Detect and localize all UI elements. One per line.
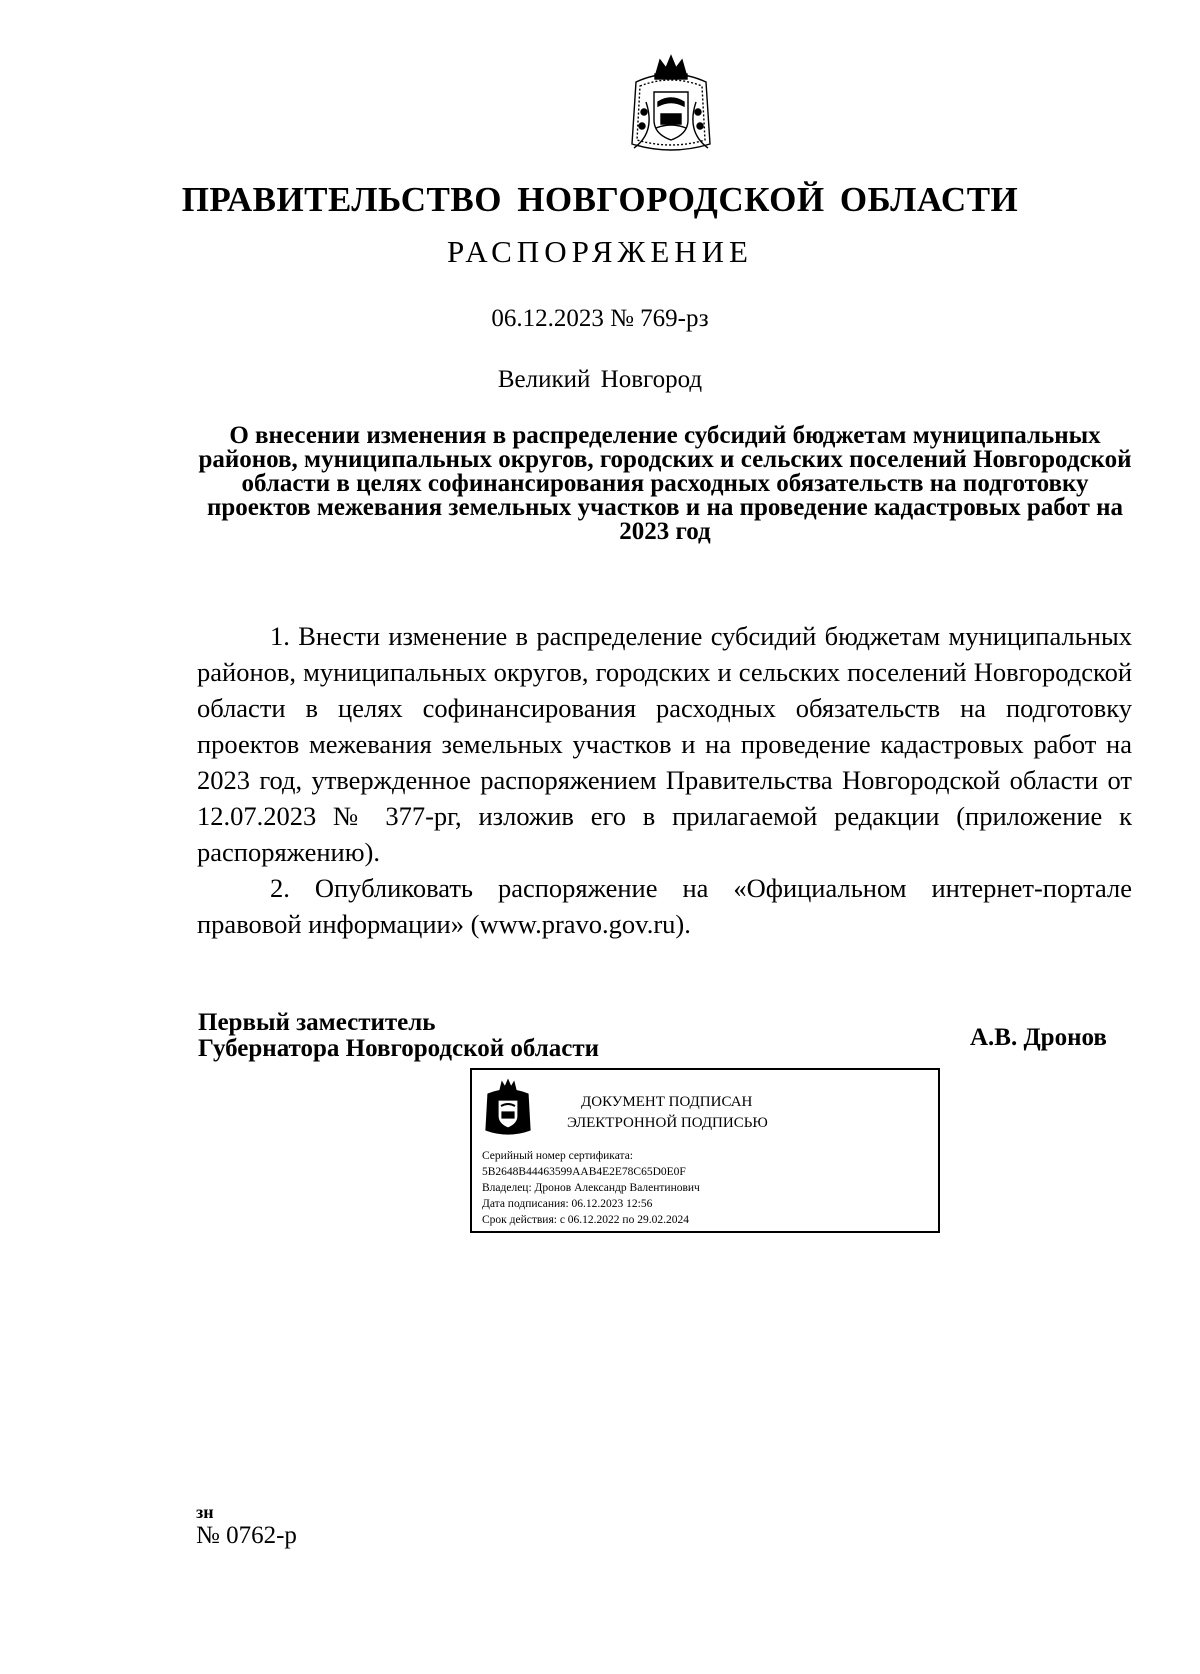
signing-date: Дата подписания: 06.12.2023 12:56 — [482, 1198, 653, 1210]
paragraph-1: 1. Внести изменение в распределение субсидий бюджетам муниципальных районов, муниципальных округов, городских и сельских поселений Новгородской области в целях софинансирования расходных обязательств на подготовку проектов межевания земельных участков и на проведение кадастровых работ на 2023 год, утвержденное распоряжением Правительства Новгородской области от 12.07.2023 № 377-рг, изложив его в прилагаемой редакции (приложение к распоряжению). — [197, 621, 1132, 867]
government-title: ПРАВИТЕЛЬСТВО НОВГОРОДСКОЙ ОБЛАСТИ — [181, 180, 1019, 219]
document-place: Великий Новгород — [497, 366, 703, 393]
document-number: 06.12.2023 № 769-рз — [491, 305, 709, 332]
document-body — [197, 618, 1132, 942]
e-signature-details — [482, 1148, 700, 1228]
novgorod-coat-of-arms-icon — [482, 1078, 534, 1136]
signatory-position-line-2: Губернатора Новгородской области — [198, 1035, 600, 1062]
signatory-position — [198, 1010, 599, 1062]
certificate-serial-value: 5B2648B44463599AAB4E2E78C65D0E0F — [482, 1166, 686, 1178]
e-signature-title-line-2: ЭЛЕКТРОННОЙ ПОДПИСЬЮ — [567, 1115, 768, 1131]
footer-code: зн — [196, 1502, 214, 1522]
e-signature-title-line-1: ДОКУМЕНТ ПОДПИСАН — [581, 1094, 753, 1110]
document-subject: О внесении изменения в распределение субсидий бюджетам муниципальных районов, муниципальных округов, городских и сельских поселений Новгородской области в целях софинансирования расходных обязательств на подготовку проектов межевания земельных участков и на проведение кадастровых работ на 2023 год — [198, 422, 1132, 545]
certificate-owner: Владелец: Дронов Александр Валентинович — [482, 1182, 700, 1194]
signatory-name: А.В. Дронов — [970, 1024, 1107, 1051]
e-signature-title — [567, 1092, 768, 1134]
paragraph-2: 2. Опубликовать распоряжение на «Официальном интернет-портале правовой информации» (www.pravo.gov.ru). — [197, 873, 1132, 939]
novgorod-coat-of-arms-icon — [626, 52, 716, 154]
electronic-signature-stamp — [470, 1068, 940, 1233]
certificate-serial-label: Серийный номер сертификата: — [482, 1150, 633, 1162]
signatory-position-line-1: Первый заместитель — [198, 1009, 436, 1036]
document-type: РАСПОРЯЖЕНИЕ — [447, 234, 753, 269]
certificate-validity: Срок действия: с 06.12.2022 по 29.02.2024 — [482, 1214, 689, 1226]
footer-number: № 0762-р — [196, 1522, 297, 1549]
